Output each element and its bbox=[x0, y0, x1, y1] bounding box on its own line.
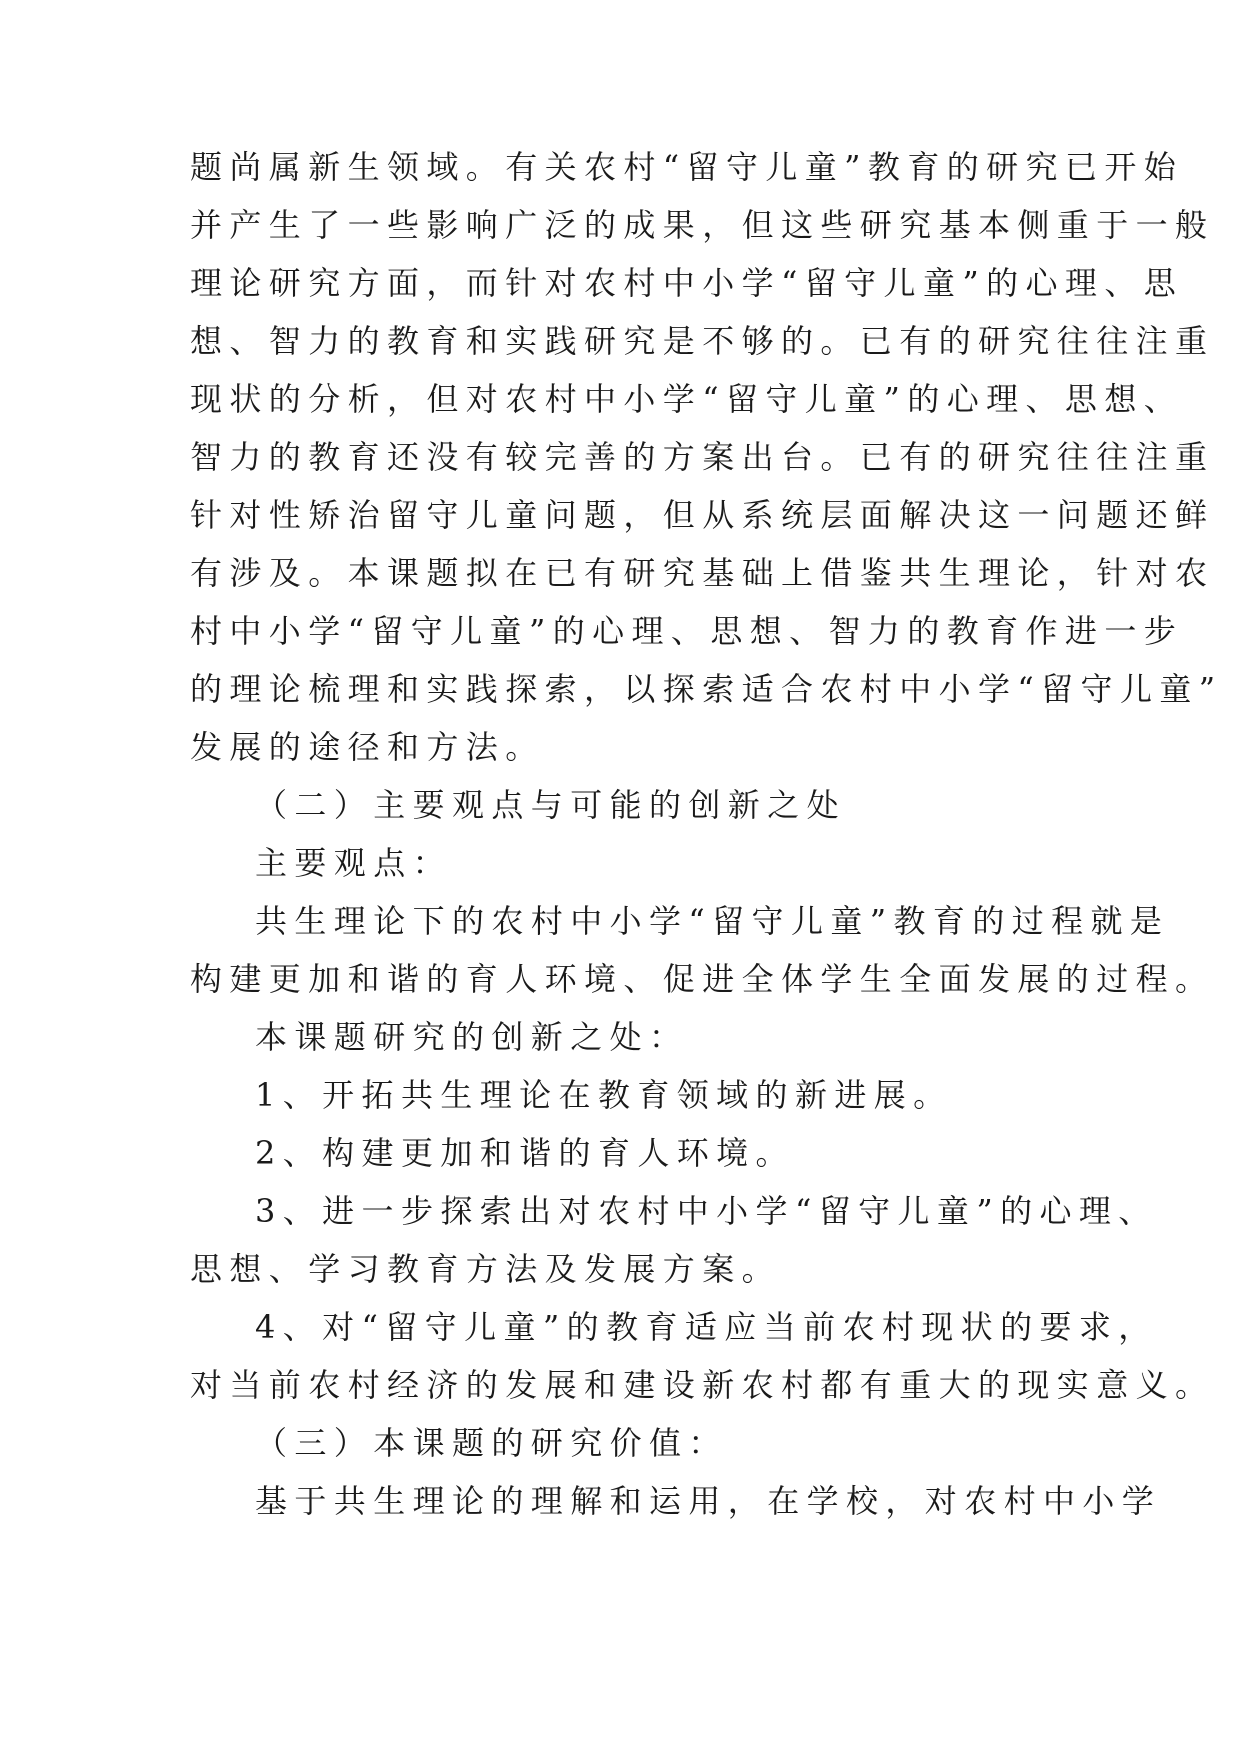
text-line: 想、智力的教育和实践研究是不够的。已有的研究往往注重 bbox=[190, 322, 1215, 360]
subheading: 主要观点： bbox=[255, 844, 453, 882]
text-line: 共生理论下的农村中小学“留守儿童”教育的过程就是 bbox=[255, 902, 1170, 940]
text-line: 发展的途径和方法。 bbox=[190, 728, 545, 766]
list-item: 2、构建更加和谐的育人环境。 bbox=[255, 1134, 795, 1172]
list-item: 1、开拓共生理论在教育领域的新进展。 bbox=[255, 1076, 953, 1114]
text-line: 现状的分析，但对农村中小学“留守儿童”的心理、思想、 bbox=[190, 380, 1184, 418]
text-line: 有涉及。本课题拟在已有研究基础上借鉴共生理论，针对农 bbox=[190, 554, 1215, 592]
list-item-continued: 对当前农村经济的发展和建设新农村都有重大的现实意义。 bbox=[190, 1366, 1215, 1404]
list-item: 4、对“留守儿童”的教育适应当前农村现状的要求， bbox=[255, 1308, 1158, 1346]
text-line: 的理论梳理和实践探索，以探索适合农村中小学“留守儿童” bbox=[190, 670, 1223, 708]
text-line: 村中小学“留守儿童”的心理、思想、智力的教育作进一步 bbox=[190, 612, 1184, 650]
text-line: 智力的教育还没有较完善的方案出台。已有的研究往往注重 bbox=[190, 438, 1215, 476]
text-line: 针对性矫治留守儿童问题，但从系统层面解决这一问题还鲜 bbox=[190, 496, 1215, 534]
list-item: 3、进一步探索出对农村中小学“留守儿童”的心理、 bbox=[255, 1192, 1158, 1230]
text-line: 构建更加和谐的育人环境、促进全体学生全面发展的过程。 bbox=[190, 960, 1215, 998]
section-heading: （二）主要观点与可能的创新之处 bbox=[255, 786, 847, 824]
subheading: 本课题研究的创新之处： bbox=[255, 1018, 689, 1056]
text-line: 并产生了一些影响广泛的成果，但这些研究基本侧重于一般 bbox=[190, 206, 1215, 244]
list-item-continued: 思想、学习教育方法及发展方案。 bbox=[190, 1250, 782, 1288]
section-heading: （三）本课题的研究价值： bbox=[255, 1424, 728, 1462]
text-line: 理论研究方面，而针对农村中小学“留守儿童”的心理、思 bbox=[190, 264, 1184, 302]
text-line: 基于共生理论的理解和运用，在学校，对农村中小学 bbox=[255, 1482, 1162, 1520]
text-line: 题尚属新生领域。有关农村“留守儿童”教育的研究已开始 bbox=[190, 148, 1184, 186]
